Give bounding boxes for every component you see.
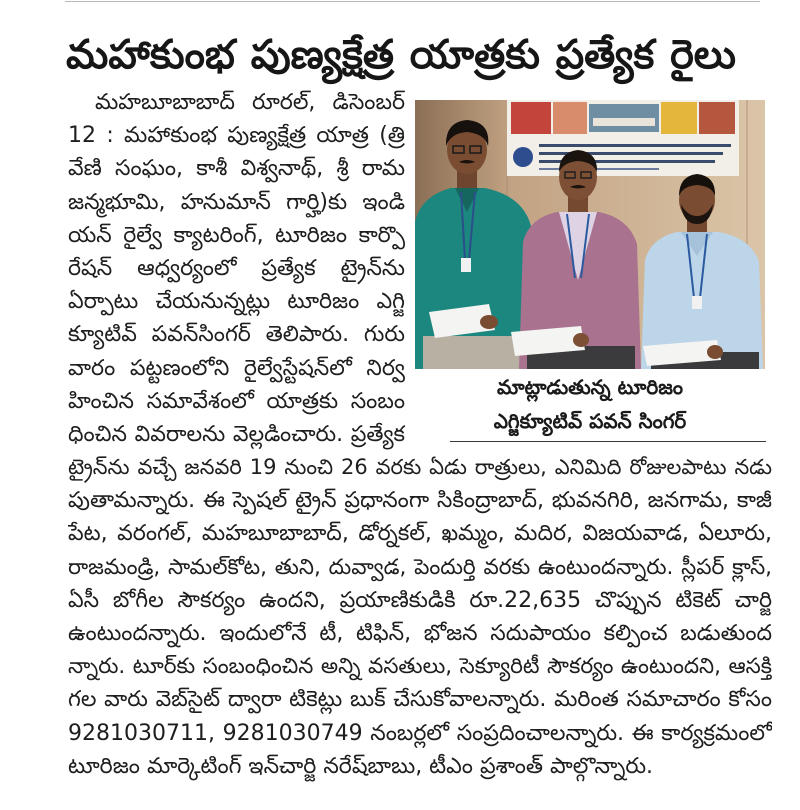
news-photo-image bbox=[415, 100, 765, 369]
banner-logo bbox=[513, 147, 533, 167]
article-line: ఏర్పాటు చేయనున్నట్లు టూరిజం ఎగ్జి bbox=[68, 289, 405, 315]
article-line: వేణి సంఘం, కాశీ విశ్వనాథ్, శ్రీ రామ bbox=[68, 156, 405, 182]
article-line: న్నారు. టూర్‌కు సంబంధించిన అన్ని వసతులు, సెక్యూరిటీ సౌకర్యం ఉంటుందని, ఆసక్తి bbox=[68, 654, 772, 680]
article-line: టూరిజం మార్కెటింగ్ ఇన్‌చార్జి నరేష్‌బాబు, టీఎం ప్రశాంత్ పాల్గొన్నారు. bbox=[68, 753, 654, 779]
photo-caption-line: మాట్లాడుతున్న టూరిజం bbox=[496, 375, 683, 399]
article-line: గల వారు వెబ్‌సైట్ ద్వారా టికెట్లు బుక్ చేసుకోవాలన్నారు. మరింత సమాచారం కోసం bbox=[68, 687, 772, 713]
article-line: 12 : మహాకుంభ పుణ్యక్షేత్ర యాత్ర (త్రి bbox=[68, 123, 405, 149]
article-column-text bbox=[68, 86, 405, 451]
photo-caption-line: ఎగ్జిక్యూటివ్ పవన్ సింగర్ bbox=[493, 409, 687, 433]
article-line: క్యూటివ్ పవన్‌సింగర్ తెలిపారు. గురు bbox=[68, 322, 405, 348]
article-line: ధించిన వివరాలను వెల్లడించారు. ప్రత్యేక bbox=[68, 422, 405, 448]
article-line: ఏసీ బోగీల సౌకర్యం ఉందని, ప్రయాణికుడికి రూ.22,635 చొప్పున టికెట్ చార్జి bbox=[68, 587, 772, 613]
article-line: పుతామన్నారు. ఈ స్పెషల్ ట్రైన్ ప్రధానంగా సికింద్రాబాద్, భువనగిరి, జనగామ, కాజీ bbox=[68, 488, 772, 514]
article-line: రాజమండ్రి, సామల్‌కోట, తుని, దువ్వాడ, పెందుర్తి వరకు ఉంటుందన్నారు. స్లీపర్ క్లాస్, bbox=[68, 554, 772, 580]
headline: మహాకుంభ పుణ్యక్షేత్ర యాత్రకు ప్రత్యేక రైలు bbox=[66, 32, 736, 78]
article-line: హించిన సమావేశంలో యాత్రకు సంబం bbox=[68, 388, 405, 414]
article-line: ఉంటుందన్నారు. ఇందులోనే టీ, టిఫిన్, భోజన సదుపాయం కల్పించ బడుతుంద bbox=[68, 621, 772, 647]
article-line: పేట, వరంగల్, మహబూబాబాద్, డోర్నకల్, ఖమ్మం, మదిర, విజయవాడ, ఏలూరు, bbox=[68, 521, 772, 547]
article-line: 9281030711, 9281030749 నంబర్లలో సంప్రదించాలన్నారు. ఈ కార్యక్రమంలో bbox=[68, 720, 772, 746]
article-line: యన్ రైల్వే క్యాటరింగ్, టూరిజం కార్పొ bbox=[68, 222, 405, 248]
article-line: జన్మభూమి, హనుమాన్ గార్హి)కు ఇండి bbox=[68, 189, 405, 215]
article-line: మహబూబాబాద్ రూరల్, డిసెంబర్ bbox=[95, 90, 405, 115]
article-line: ట్రైన్‌ను వచ్చే జనవరి 19 నుంచి 26 వరకు ఏడు రాత్రులు, ఎనిమిది రోజులపాటు నడు bbox=[68, 455, 772, 479]
caption-rule bbox=[450, 441, 766, 442]
photo-banner bbox=[507, 100, 739, 176]
article-line: వారం పట్టణంలోని రైల్వేస్టేషన్‌లో నిర్వ bbox=[68, 355, 405, 381]
article-full-text bbox=[68, 451, 772, 783]
top-rule bbox=[65, 1, 760, 2]
news-photo bbox=[415, 100, 765, 369]
photo-caption bbox=[415, 370, 765, 438]
article-line: రేషన్ ఆధ్వర్యంలో ప్రత్యేక ట్రైన్‌ను bbox=[68, 256, 405, 282]
